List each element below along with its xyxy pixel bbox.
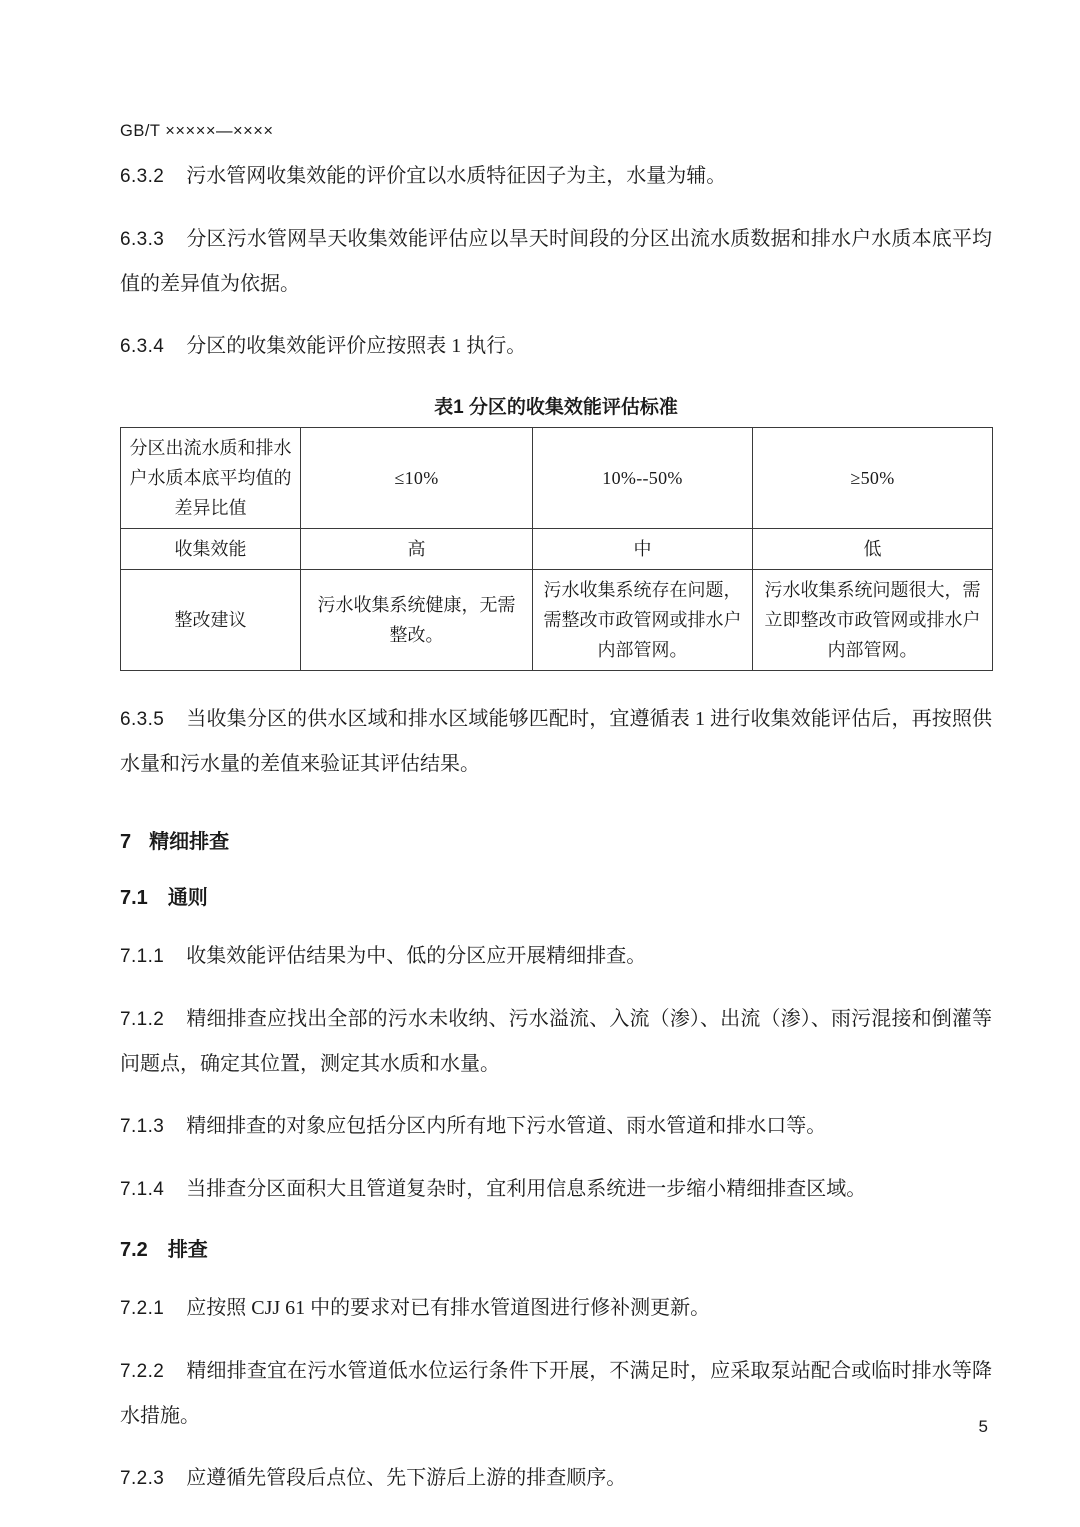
clause-number: 7.1.1 [120,946,165,968]
section-heading-7-2 [120,1230,992,1270]
clause-number: 6.3.5 [120,709,165,731]
clause-text: 当收集分区的供水区域和排水区域能够匹配时，宜遵循表 1 进行收集效能评估后，再按照供水量和污水量的差值来验证其评估结果。 [120,708,992,776]
clause-7-1-4 [120,1167,992,1212]
table-cell: ≥50% [753,428,993,529]
section-number: 7.2 [120,1239,148,1262]
page-content [120,122,992,1519]
clause-text: 分区的收集效能评价应按照表 1 执行。 [186,335,527,358]
clause-number: 7.1.2 [120,1009,165,1031]
collection-efficiency-table [120,427,993,671]
clause-number: 7.2.1 [120,1298,165,1320]
clause-7-2-1 [120,1286,992,1331]
clause-7-1-3 [120,1104,992,1149]
clause-text: 当排查分区面积大且管道复杂时，宜利用信息系统进一步缩小精细排查区域。 [186,1178,867,1201]
clause-7-1-2 [120,997,992,1086]
clause-number: 7.1.3 [120,1116,165,1138]
clause-number: 7.2.3 [120,1468,165,1490]
section-number: 7 [120,831,132,854]
clause-7-1-1 [120,934,992,979]
section-title: 精细排查 [149,831,230,854]
clause-7-2-2 [120,1349,992,1438]
clause-text: 精细排查宜在污水管道低水位运行条件下开展，不满足时，应采取泵站配合或临时排水等降水措施。 [120,1360,992,1428]
section-number: 7.1 [120,887,148,910]
table-cell: 高 [301,529,533,570]
clause-text: 污水管网收集效能的评价宜以水质特征因子为主，水量为辅。 [186,165,727,188]
clause-7-2-3 [120,1456,992,1501]
clause-number: 6.3.4 [120,336,165,358]
clause-text: 应按照 CJJ 61 中的要求对已有排水管道图进行修补测更新。 [186,1297,711,1320]
table-cell: 低 [753,529,993,570]
table-cell: 污水收集系统存在问题，需整改市政管网或排水户内部管网。 [533,570,753,671]
section-title: 排查 [167,1239,208,1262]
clause-6-3-2 [120,154,992,199]
table-cell: 污水收集系统问题很大，需立即整改市政管网或排水户内部管网。 [753,570,993,671]
clause-number: 7.2.2 [120,1361,165,1383]
clause-number: 6.3.3 [120,229,165,251]
table-row-label: 整改建议 [121,570,301,671]
clause-6-3-5 [120,697,992,786]
table-row-label: 分区出流水质和排水户水质本底平均值的差异比值 [121,428,301,529]
clause-text: 分区污水管网旱天收集效能评估应以旱天时间段的分区出流水质数据和排水户水质本底平均值的差异值为依据。 [120,228,992,296]
clause-number: 6.3.2 [120,166,165,188]
section-title: 通则 [167,887,208,910]
table-row [121,570,993,671]
section-heading-7 [120,822,992,862]
clause-text: 应遵循先管段后点位、先下游后上游的排查顺序。 [186,1467,627,1490]
table-cell: 中 [533,529,753,570]
clause-number: 7.1.4 [120,1179,165,1201]
table-cell: 污水收集系统健康，无需整改。 [301,570,533,671]
running-header: GB/T ×××××—×××× [120,122,274,140]
clause-text: 精细排查的对象应包括分区内所有地下污水管道、雨水管道和排水口等。 [186,1115,827,1138]
page-number: 5 [978,1417,988,1436]
table-cell: 10%--50% [533,428,753,529]
clause-6-3-3 [120,217,992,306]
section-heading-7-1 [120,878,992,918]
table-row-label: 收集效能 [121,529,301,570]
clause-6-3-4 [120,324,992,369]
clause-text: 精细排查应找出全部的污水未收纳、污水溢流、入流（渗）、出流（渗）、雨污混接和倒灌等问题点，确定其位置，测定其水质和水量。 [120,1008,992,1076]
table-row [121,529,993,570]
table-caption: 表1 分区的收集效能评估标准 [434,397,678,419]
table-cell: ≤10% [301,428,533,529]
clause-text: 收集效能评估结果为中、低的分区应开展精细排查。 [186,945,647,968]
table-row [121,428,993,529]
